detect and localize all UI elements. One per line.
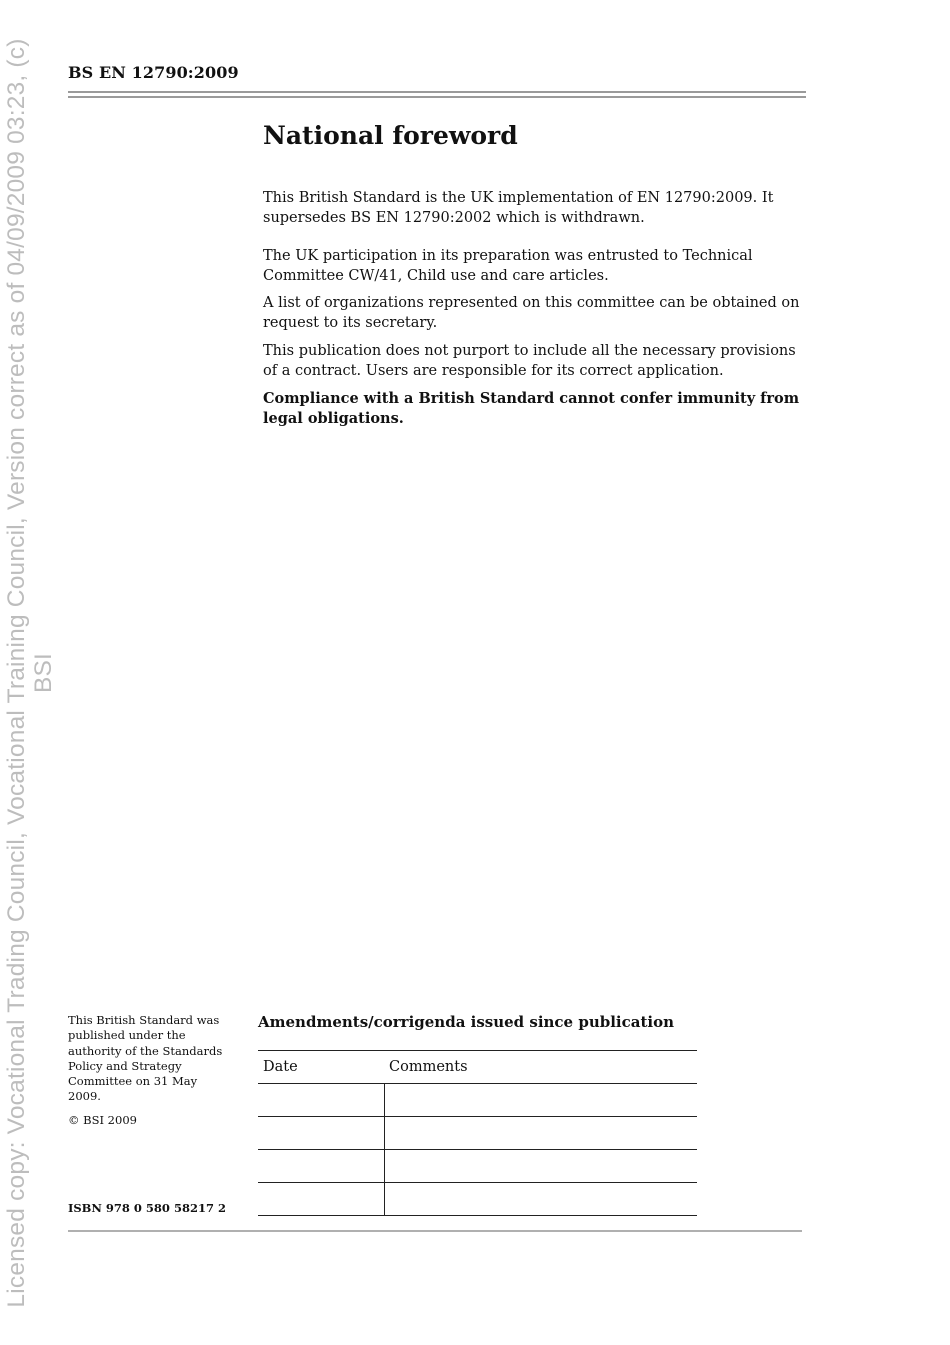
copyright-notice: © BSI 2009 (68, 1113, 137, 1127)
table-cell-comments (384, 1117, 697, 1150)
publication-note: This British Standard was published under the authority of the Standards Policy and Strategy Committee on 31 May 2009. (68, 1013, 223, 1104)
amendments-header-row (258, 1051, 697, 1084)
table-cell-date (258, 1183, 384, 1216)
table-row (258, 1117, 697, 1150)
document-identifier: BS EN 12790:2009 (68, 63, 239, 82)
table-row (258, 1150, 697, 1183)
table-cell-date (258, 1117, 384, 1150)
foreword-paragraph-compliance: Compliance with a British Standard cannot confer immunity from legal obligations. (263, 390, 800, 427)
table-cell-date (258, 1150, 384, 1183)
table-row (258, 1183, 697, 1216)
page-title: National foreword (263, 121, 518, 150)
column-header-comments: Comments (384, 1051, 697, 1084)
amendments-table (258, 1050, 697, 1216)
header-divider (68, 91, 806, 98)
watermark-line-2: BSI (30, 652, 57, 693)
isbn: ISBN 978 0 580 58217 2 (68, 1201, 226, 1215)
footer-divider (68, 1230, 802, 1232)
table-cell-comments (384, 1183, 697, 1216)
foreword-paragraph-committee: The UK participation in its preparation was entrusted to Technical Committee CW/41, Child use and care articles. (263, 248, 753, 284)
amendments-heading: Amendments/corrigenda issued since publication (258, 1013, 674, 1031)
watermark-line-1: Licensed copy: Vocational Trading Council, Vocational Training Council, Version correct as of 04/09/2009 03:23, (c) (3, 37, 30, 1308)
table-cell-date (258, 1084, 384, 1117)
column-header-date: Date (258, 1051, 384, 1084)
foreword-paragraph-disclaimer: This publication does not purport to include all the necessary provisions of a contract. Users are responsible for its correct application. (263, 343, 796, 379)
table-cell-comments (384, 1150, 697, 1183)
foreword-paragraph-organizations: A list of organizations represented on this committee can be obtained on request to its secretary. (263, 295, 800, 331)
table-row (258, 1084, 697, 1117)
foreword-paragraph-implementation: This British Standard is the UK implementation of EN 12790:2009. It supersedes BS EN 12790:2002 which is withdrawn. (263, 190, 774, 226)
license-watermark (0, 0, 60, 1345)
table-cell-comments (384, 1084, 697, 1117)
